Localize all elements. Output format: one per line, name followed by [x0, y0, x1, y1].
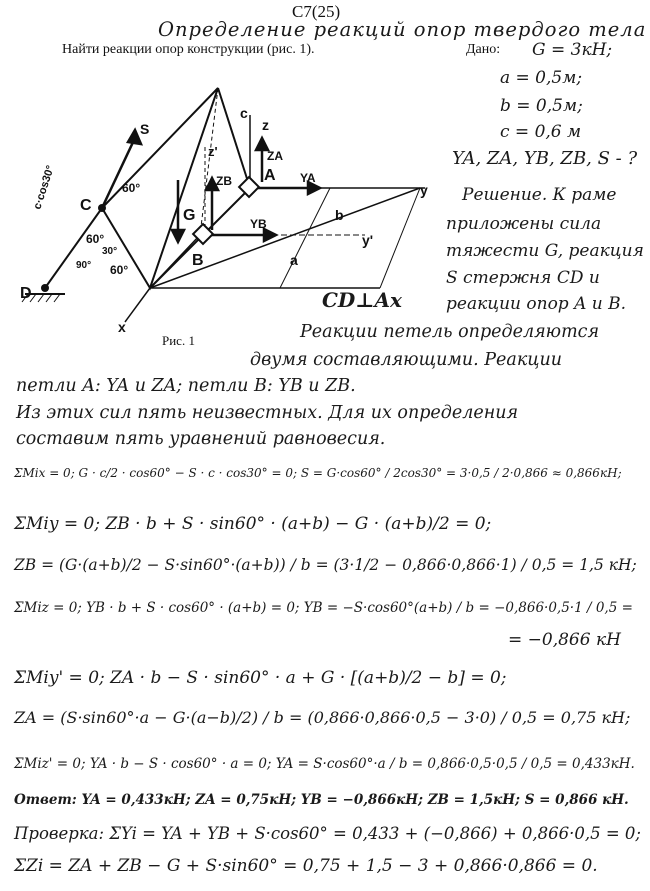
label-S: S [140, 121, 150, 137]
label-ZA: ZA [267, 149, 283, 163]
equation-line: ΣMiz' = 0; YA · b − S · cos60° · a = 0; YA = S·cos60°·a / b = 0,866·0,5·0,5 / 0,5 = 0,433кН. [14, 756, 635, 772]
solution-line: составим пять уравнений равновесия. [16, 429, 386, 449]
label-YB: YB [250, 217, 267, 231]
label-G: G [183, 207, 196, 224]
solution-line: Реакции петель определяются [300, 322, 600, 342]
label-B: B [192, 252, 204, 269]
page-title: Определение реакций опор твердого тела [158, 18, 647, 41]
label-y: y [420, 182, 428, 198]
label-C: C [80, 197, 92, 214]
find-statement: YA, ZA, YB, ZB, S - ? [452, 148, 638, 169]
given-item: a = 0,5м; [500, 68, 583, 88]
cd-relation: CD⊥Ax [322, 288, 402, 312]
label-yprime: y' [362, 232, 374, 248]
solution-line: Из этих сил пять неизвестных. Для их определения [16, 403, 519, 423]
label-angle-90: 90° [76, 260, 92, 271]
solution-line: петли A: YA и ZA; петли B: YB и ZB. [16, 376, 356, 396]
equation-line: ΣMix = 0; G · c/2 · cos60° − S · c · cos30° = 0; S = G·cos60° / 2cos30° = 3·0,5 / 2·0,866 ≈ 0,866кН; [14, 466, 622, 480]
label-A: A [264, 167, 276, 184]
label-angle-60-left: 60° [86, 232, 105, 246]
equation-line: ZA = (S·sin60°·a − G·(a−b)/2) / b = (0,866·0,866·0,5 − 3·0) / 0,5 = 0,75 кН; [14, 708, 631, 727]
label-D: D [20, 285, 32, 302]
label-c-cos30: c·cos30° [31, 164, 57, 211]
label-c: c [240, 105, 248, 121]
label-x: x [118, 319, 126, 335]
equation-line: ΣMiy = 0; ZB · b + S · sin60° · (a+b) − G · (a+b)/2 = 0; [14, 514, 492, 534]
check-line: ΣZi = ZA + ZB − G + S·sin60° = 0,75 + 1,5 − 3 + 0,866·0,866 = 0. [14, 856, 598, 876]
label-a: a [290, 252, 298, 268]
label-angle-30: 30° [102, 246, 118, 257]
given-item: b = 0,5м; [500, 96, 583, 116]
solution-line: двумя составляющими. Реакции [250, 350, 563, 370]
equation-line: ΣMiz = 0; YB · b + S · cos60° · (a+b) = 0; YB = −S·cos60°(a+b) / b = −0,866·0,5·1 / 0,5 = [14, 600, 633, 616]
label-z: z [262, 117, 269, 133]
label-angle-60-bottom: 60° [110, 263, 129, 277]
solution-line: S стержня CD и [446, 268, 600, 288]
task-statement: Найти реакции опор конструкции (рис. 1). [62, 42, 315, 57]
given-label: Дано: [466, 42, 501, 57]
label-ZB: ZB [216, 174, 232, 188]
check-line: Проверка: ΣYi = YA + YB + S·cos60° = 0,433 + (−0,866) + 0,866·0,5 = 0; [14, 824, 641, 843]
answer-line: Ответ: YA = 0,433кН; ZA = 0,75кН; YB = −0,866кН; ZB = 1,5кН; S = 0,866 кН. [14, 792, 629, 808]
label-b: b [335, 207, 344, 223]
label-YA: YA [300, 171, 316, 185]
equation-line: ZB = (G·(a+b)/2 − S·sin60°·(a+b)) / b = (3·1/2 − 0,866·0,866·1) / 0,5 = 1,5 кН; [14, 556, 637, 574]
solution-line: реакции опор A и B. [446, 294, 627, 314]
equation-line: = −0,866 кН [508, 630, 621, 650]
figure-caption: Рис. 1 [162, 333, 195, 348]
label-angle-60-top: 60° [122, 181, 141, 195]
equation-line: ΣMiy' = 0; ZA · b − S · sin60° · a + G · [(a+b)/2 − b] = 0; [14, 668, 507, 688]
problem-code: C7(25) [292, 2, 341, 21]
solution-line: приложены сила [446, 214, 602, 234]
given-item: c = 0,6 м [500, 122, 582, 142]
solution-line: Решение. К раме [462, 185, 617, 205]
given-item: G = 3кН; [532, 40, 613, 60]
solution-line: тяжести G, реакция [446, 241, 644, 261]
label-zprime: z' [208, 144, 218, 159]
